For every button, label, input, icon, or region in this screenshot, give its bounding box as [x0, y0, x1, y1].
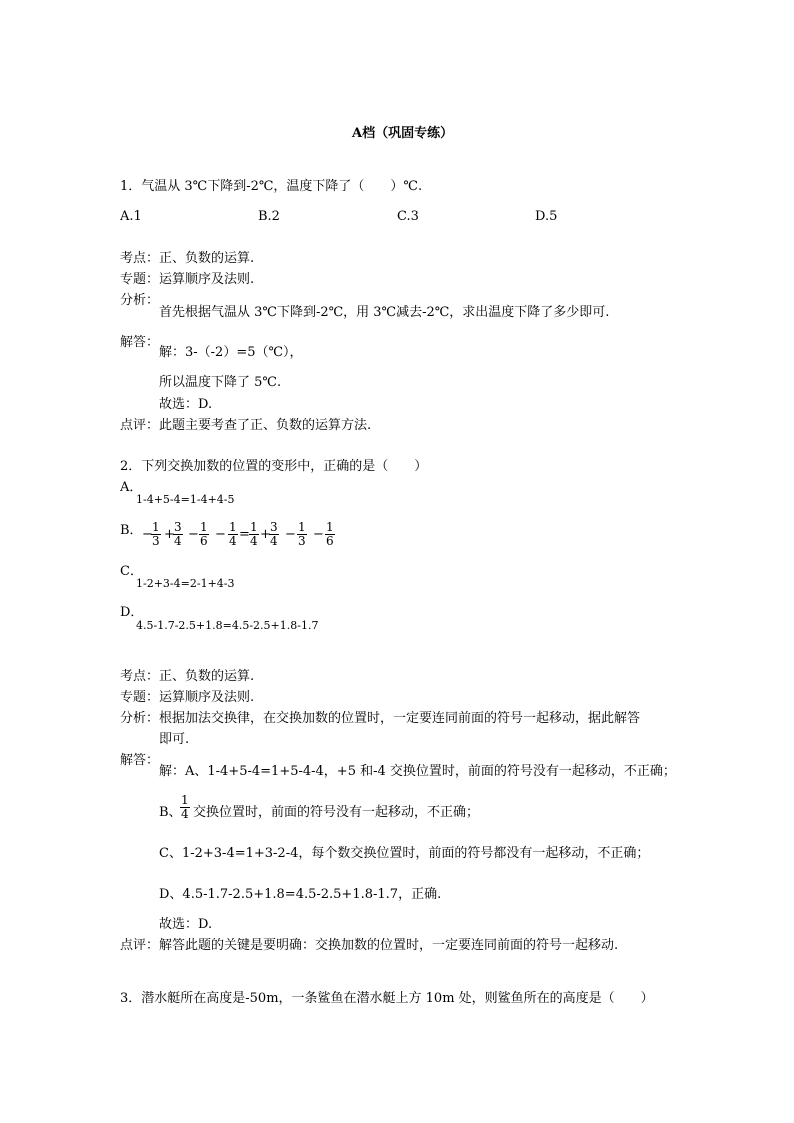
q2-b-op-1: −: [142, 527, 153, 542]
q1-jieda-line-2: 所以温度下降了 5℃.: [159, 375, 282, 390]
q2-option-d: 4.5-1.7-2.5+1.8=4.5-2.5+1.8-1.7: [136, 619, 319, 632]
q2-b-op-3: −: [188, 527, 199, 542]
q1-option-c: C.3: [397, 209, 419, 224]
numerator: 1: [250, 520, 258, 534]
q2-dianping: 点评：解答此题的关键是要明确：交换加数的位置时，一定要连同前面的符号一起移动.: [120, 938, 619, 953]
denominator: 3: [298, 534, 306, 548]
q1-kaodian: 考点：正、负数的运算.: [120, 251, 255, 266]
numerator: 3: [174, 520, 182, 534]
q2-jieda-b-fraction: [180, 794, 190, 821]
q1-option-a: A.1: [120, 209, 142, 224]
q1-dianping: 点评：此题主要考查了正、负数的运算方法.: [120, 418, 372, 433]
numerator: 1: [181, 793, 189, 807]
q1-zhuanti: 专题：运算顺序及法则.: [120, 272, 255, 287]
numerator: 1: [326, 520, 334, 534]
section-title: A档（巩固专练）: [352, 126, 454, 141]
q3-question: 3．潜水艇所在高度是-50m，一条鲨鱼在潜水艇上方 10m 处，则鲨鱼所在的高度是（ ）: [120, 991, 654, 1006]
q2-guxuan: 故选：D.: [159, 917, 213, 932]
q2-b-op-6: +: [260, 527, 271, 542]
q2-b-fraction-7: [297, 521, 307, 548]
denominator: 6: [326, 534, 334, 548]
denominator: 3: [152, 534, 160, 548]
q2-option-a-label: A．: [120, 480, 143, 495]
q2-b-op-5: =: [239, 527, 250, 542]
q1-option-d: D.5: [535, 209, 558, 224]
q1-fenxi-label: 分析：: [120, 293, 160, 308]
numerator: 1: [298, 520, 306, 534]
numerator: 3: [270, 520, 278, 534]
q2-b-op-2: +: [164, 527, 175, 542]
q1-jieda-label: 解答：: [120, 335, 160, 350]
q2-b-fraction-4: [228, 521, 238, 548]
denominator: 6: [200, 534, 208, 548]
numerator: 1: [229, 520, 237, 534]
q2-b-op-4: −: [215, 527, 226, 542]
q2-jieda-c: C、1-2+3-4=1+3-2-4，每个数交换位置时，前面的符号都没有一起移动，不正确；: [159, 846, 650, 861]
denominator: 4: [174, 534, 182, 548]
q2-jieda-a: 解：A、1-4+5-4=1+5-4-4，+5 和-4 交换位置时，前面的符号没有一起移动，不正确；: [159, 764, 676, 779]
q2-jieda-b: 交换位置时，前面的符号没有一起移动，不正确；: [193, 805, 480, 820]
q2-b-op-8: −: [313, 527, 324, 542]
q2-b-fraction-2: [173, 521, 183, 548]
q2-zhuanti: 专题：运算顺序及法则.: [120, 690, 255, 705]
q2-question: 2．下列交换加数的位置的变形中，正确的是（ ）: [120, 459, 428, 474]
q2-b-fraction-1: [151, 521, 161, 548]
q2-b-fraction-5: [249, 521, 259, 548]
q2-option-c: 1-2+3-4=2-1+4-3: [136, 577, 235, 590]
q1-jieda-line-1: 解：3-（-2）=5（℃），: [159, 345, 303, 360]
q2-jieda-b-prefix: B、: [159, 805, 182, 820]
q2-fenxi-line-1: 分析：根据加法交换律，在交换加数的位置时，一定要连同前面的符号一起移动，据此解答: [120, 711, 641, 726]
q2-option-b-label: B．: [120, 523, 143, 538]
q2-jieda-d: D、4.5-1.7-2.5+1.8=4.5-2.5+1.8-1.7，正确.: [159, 887, 442, 902]
q2-b-op-7: −: [285, 527, 296, 542]
numerator: 1: [152, 520, 160, 534]
q2-jieda-label: 解答：: [120, 753, 160, 768]
q2-option-a: 1-4+5-4=1-4+4-5: [136, 493, 235, 506]
denominator: 4: [229, 534, 237, 548]
q2-fenxi-line-2: 即可.: [159, 732, 190, 747]
denominator: 4: [250, 534, 258, 548]
denominator: 4: [181, 807, 189, 821]
q2-option-c-label: C．: [120, 564, 143, 579]
denominator: 4: [270, 534, 278, 548]
q1-question: 1．气温从 3℃下降到-2℃，温度下降了（ ）℃.: [120, 179, 423, 194]
q2-b-fraction-6: [269, 521, 279, 548]
q2-kaodian: 考点：正、负数的运算.: [120, 669, 255, 684]
numerator: 1: [200, 520, 208, 534]
q2-option-d-label: D．: [120, 605, 144, 620]
q2-b-fraction-8: [325, 521, 335, 548]
q1-fenxi: 首先根据气温从 3℃下降到-2℃，用 3℃减去-2℃，求出温度下降了多少即可.: [159, 305, 610, 320]
q2-b-fraction-3: [199, 521, 209, 548]
q1-jieda-line-3: 故选：D.: [159, 397, 213, 412]
q1-option-b: B.2: [258, 209, 280, 224]
